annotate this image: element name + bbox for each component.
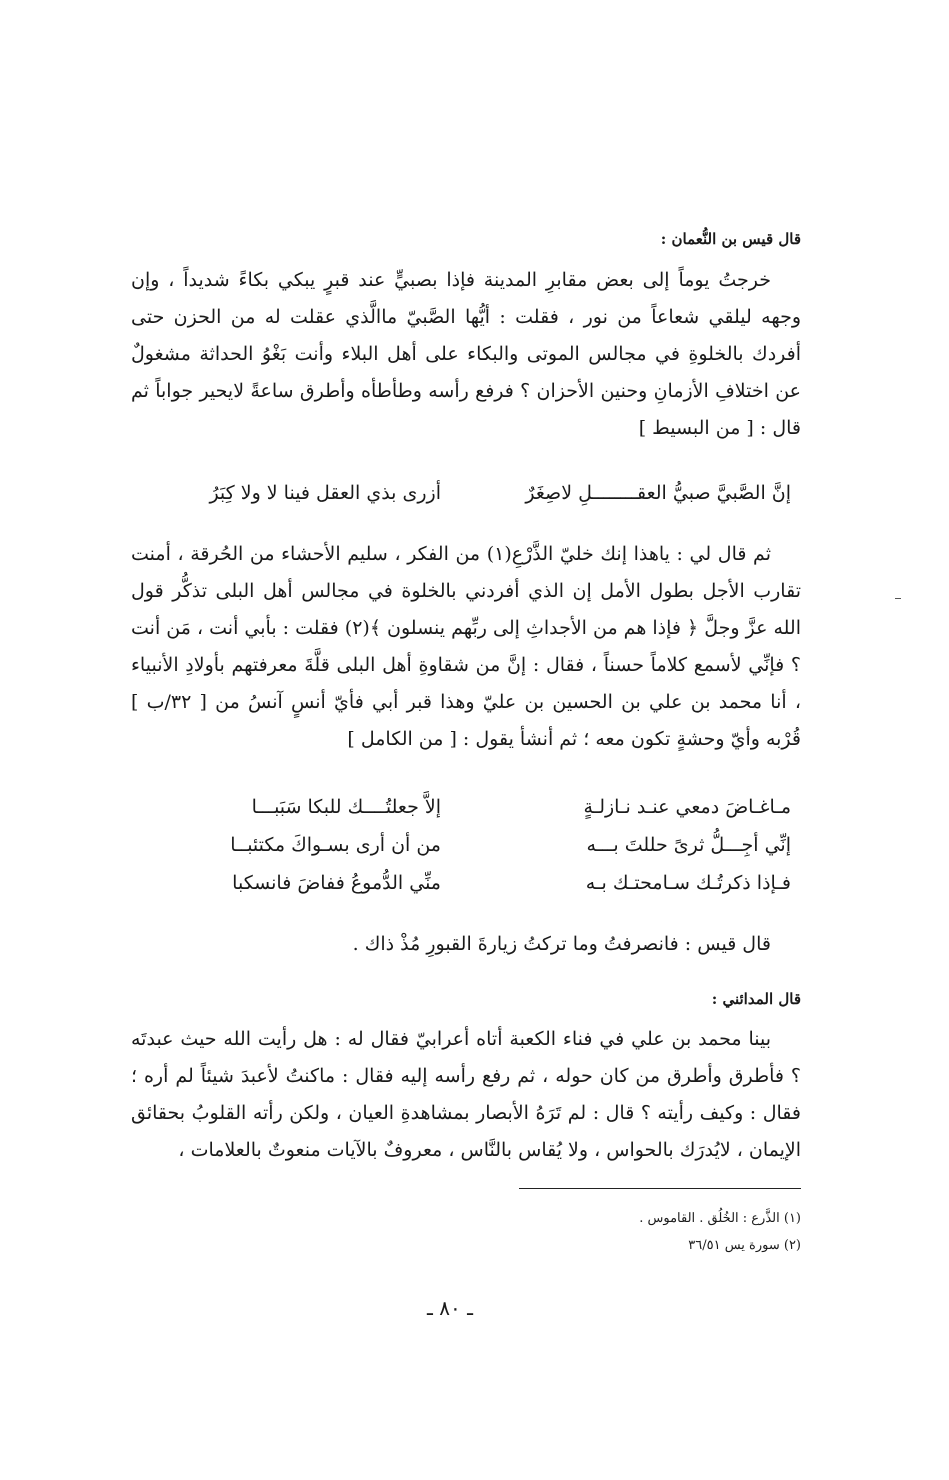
paragraph-madaini-story: بينا محمد بن علي في فناء الكعبة أتاه أعرابيّ فقال له : هل رأيت الله حيث عبدتَه ؟ فأطرق وأطرق من كان حوله ، ثم رفع رأسه إليه فقال : ماكنتُ لأعبدَ شيئاً لم أره ؛ فقال : وكيف رأيته ؟ قال : لم تَرَهُ الأبصار بمشاهدةِ العيان ، ولكن رأته القلوبُ بحقائق الإيمان ، لايُدرَك بالحواس ، ولا يُقاس بالنَّاس ، معروفٌ بالآيات منعوتٌ بالعلامات ، [131, 1028, 801, 1161]
verse-line [131, 482, 801, 518]
page-number: ـ ٨٠ ـ [427, 1296, 473, 1320]
paragraph-qays-story: خرجتُ يوماً إلى بعض مقابرِ المدينة فإذا بصبيٍّ عند قبرٍ يبكي بكاءً شديداً ، وإن وجهه ليلقي شعاعاً من نور ، فقلت : أيُّها الصَّبيّ ماالَّذي عقلت له من الحزن حتى أفردك بالخلوةِ في مجالس الموتى والبكاء على أهل البلاء وأنت بَغْوُ الحداثة مشغولٌ عن اختلافِ الأزمانِ وحنين الأحزان ؟ فرفع رأسه وطأطأه وأطرق ساعةً لايحير جواباً ثم قال : [ من البسيط ] [131, 269, 801, 439]
paragraph-muhammad-ibn-ali: ثم قال لي : ياهذا إنك خليّ الذَّرْعِ(١) من الفكر ، سليم الأحشاء من الحُرقة ، أمنت تقارب الأجل بطول الأمل إن الذي أفردني بالخلوة في مجالس أهل البلى تذكُّر قول الله عزَّ وجلَّ ﴿ فإذا هم من الأجداثِ إلى ربِّهم ينسلون ﴾(٢) فقلت : بأبي أنت ، مَن أنت ؟ فإنِّي لأسمع كلاماً حسناً ، فقال : إنَّ من شقاوةِ أهل البلى قلَّةَ معرفتهم بأولادِ الأنبياء ، أنا محمد بن علي بن الحسين بن عليّ وهذا قبر أبي فأيّ أنسٍ آنسُ من [ ٣٢/ب ] قُرْبه وأيّ وحشةٍ تكون معه ؛ ثم أنشأ يقول : [ من الكامل ] [131, 543, 801, 750]
verse-first-hemistich: فـإذا ذكرتُـك سـامحتـك بـه [585, 872, 791, 894]
footnote-separator [519, 1188, 801, 1189]
verse-second-hemistich: إلاَّ جعلتُــــك للبكا سَبَبـــا [251, 796, 441, 818]
verse-line [131, 796, 801, 832]
verse-second-hemistich: منِّي الدُّموعُ ففاضَ فانسكبا [232, 872, 441, 894]
verse-line [131, 872, 801, 908]
margin-mark [895, 598, 901, 599]
section-heading-madaini: قال المدائني : [711, 990, 801, 1008]
verse-first-hemistich: إنِّي أجِـــلُّ ثرىً حللتَ بـــه [586, 834, 791, 856]
verse-line [131, 834, 801, 870]
verse-second-hemistich: أزرى بذي العقل فينا لا ولا كِبَرُ [209, 482, 441, 504]
footnote-2: (٢) سورة يس ٣٦/٥١ [688, 1238, 801, 1253]
paragraph-qays-closing: قال قيس : فانصرفتُ وما تركتُ زيارةَ القبورِ مُذْ ذاك . [352, 933, 771, 955]
verse-first-hemistich: إنَّ الصَّبيَّ صبيُّ العقــــــــلِ لاصِغَرٌ [525, 482, 791, 504]
verse-second-hemistich: من أن أرى بسـواكَ مكتئبــا [230, 834, 441, 856]
footnote-1: (١) الذَّرع : الخُلُق . القاموس . [639, 1211, 801, 1226]
verse-first-hemistich: مـاغـاضَ دمعي عنـد نـازلـةٍ [583, 796, 791, 818]
section-heading-qays: قال قيس بن النُّعمان : [660, 230, 801, 248]
